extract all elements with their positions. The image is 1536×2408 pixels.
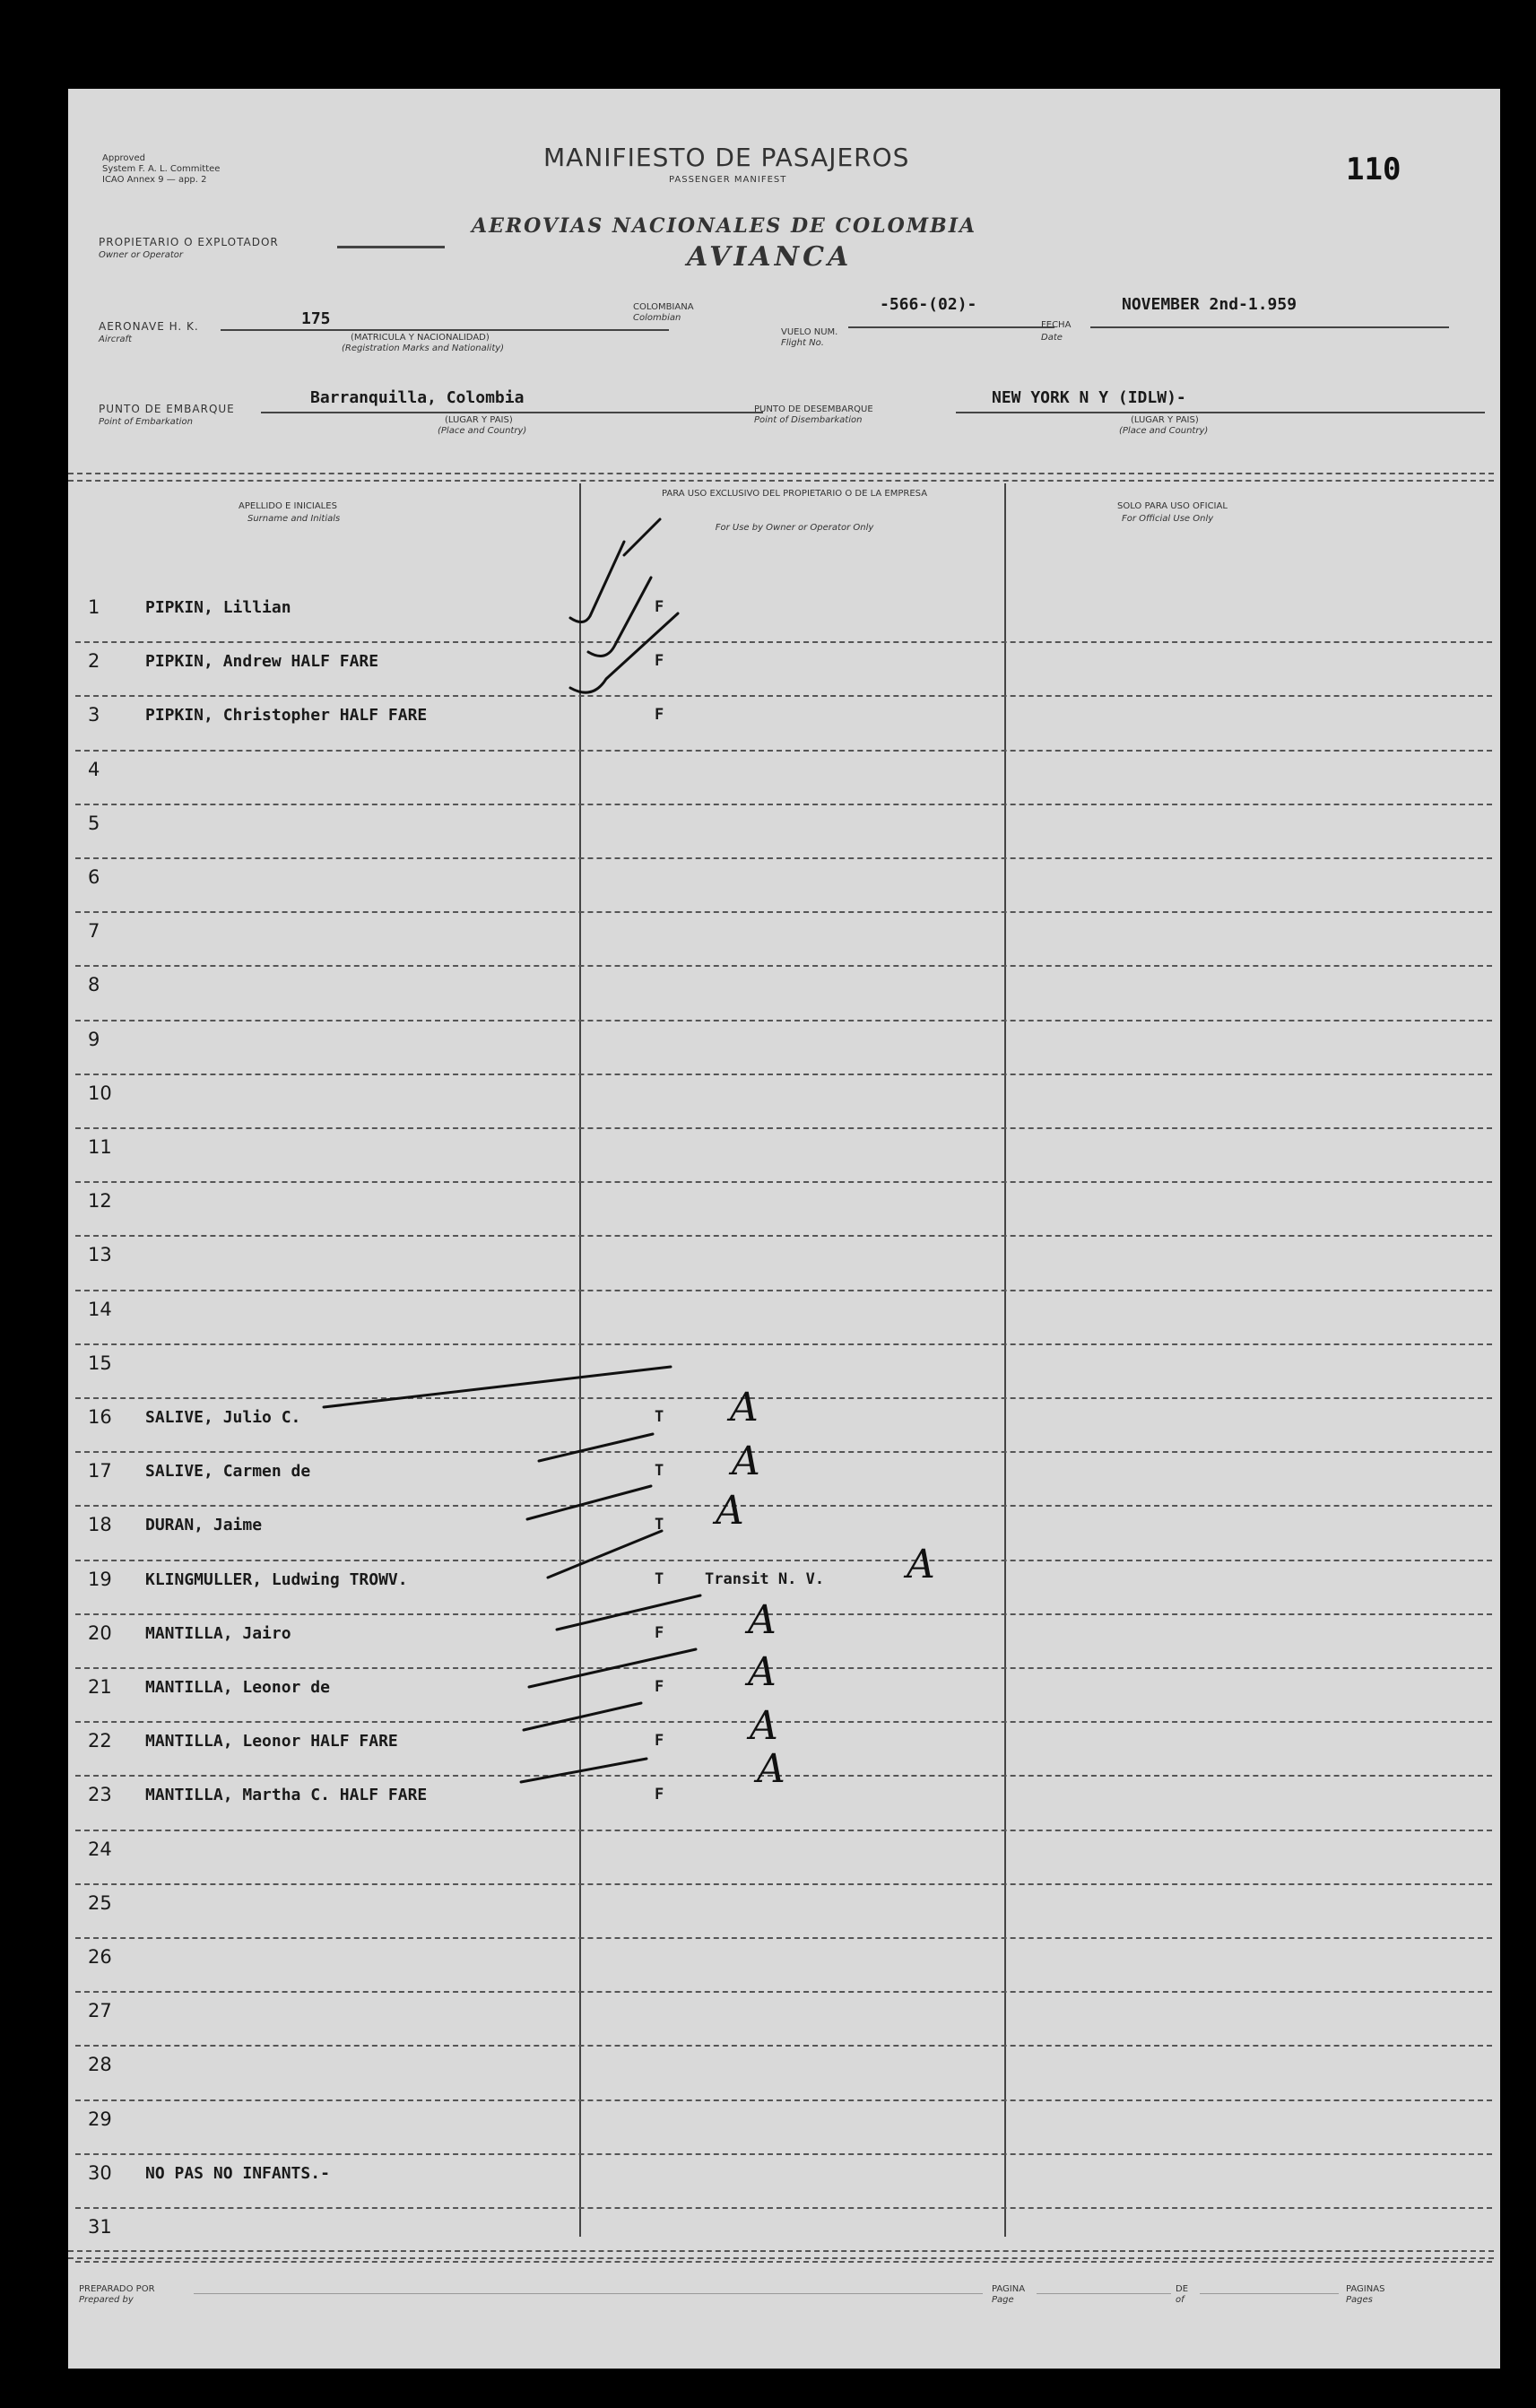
passenger-name: SALIVE, Julio C. (145, 1408, 301, 1427)
prepared-line (194, 2293, 983, 2294)
airline-brand: AVIANCA (687, 241, 853, 273)
passenger-name: MANTILLA, Martha C. HALF FARE (145, 1786, 428, 1805)
row-number: 10 (88, 1082, 112, 1104)
aircraft-label: AERONAVE H. K. (99, 320, 199, 333)
manifest-title: MANIFIESTO DE PASAJEROS (543, 143, 910, 172)
handwritten-a-17: A (732, 1439, 760, 1484)
passenger-name: MANTILLA, Leonor HALF FARE (145, 1732, 398, 1752)
row-number: 6 (88, 866, 100, 888)
fare-code: T (655, 1462, 664, 1481)
passenger-name: PIPKIN, Lillian (145, 598, 291, 617)
row-number: 2 (88, 650, 100, 673)
manifest-sheet (68, 89, 1500, 2369)
flight-label-en: Flight No. (781, 338, 824, 348)
fare-code: F (655, 1678, 664, 1696)
row-number: 25 (88, 1891, 112, 1914)
aircraft-label-en: Aircraft (99, 335, 132, 344)
col-owner-header: PARA USO EXCLUSIVO DEL PROPIETARIO O DE LA EMPRESA (661, 489, 928, 499)
date-value: NOVEMBER 2nd-1.959 (1122, 295, 1297, 314)
row-number: 9 (88, 1028, 100, 1050)
row-number: 1 (88, 596, 100, 618)
disembark-label: PUNTO DE DESEMBARQUE (754, 404, 873, 414)
transit-note: Transit N. V. (705, 1569, 825, 1588)
row-number: 15 (88, 1352, 112, 1374)
page-label: PAGINA (992, 2284, 1026, 2294)
fare-code: F (655, 652, 664, 671)
passenger-name: SALIVE, Carmen de (145, 1462, 311, 1482)
row-number: 27 (88, 2000, 112, 2022)
row-number: 5 (88, 812, 100, 834)
row-number: 8 (88, 974, 100, 996)
nationality-label-en: Colombian (633, 313, 681, 323)
fare-code: T (655, 1516, 664, 1534)
passenger-name: PIPKIN, Christopher HALF FARE (145, 706, 428, 726)
of-label: DE (1176, 2284, 1189, 2294)
row-number: 17 (88, 1460, 112, 1482)
row-number: 24 (88, 1838, 112, 1860)
row-number: 14 (88, 1298, 112, 1320)
aircraft-value: 175 (301, 309, 331, 328)
approved-committee: System F. A. L. Committee (102, 164, 221, 174)
prepared-label: PREPARADO POR (79, 2284, 155, 2294)
fare-code: F (655, 706, 664, 725)
disembark-value: NEW YORK N Y (IDLW)- (992, 388, 1186, 407)
embark-value: Barranquilla, Colombia (310, 388, 525, 407)
row-number: 16 (88, 1406, 112, 1428)
disembark-label-en: Point of Disembarkation (754, 415, 863, 425)
registration-label: (MATRICULA Y NACIONALIDAD) (351, 333, 490, 343)
airline-name: AEROVIAS NACIONALES DE COLOMBIA (472, 214, 977, 238)
fare-code: F (655, 1623, 664, 1642)
handwritten-a-23: A (757, 1746, 785, 1792)
page-number: 110 (1346, 152, 1401, 187)
passenger-name: MANTILLA, Leonor de (145, 1678, 330, 1697)
row-number: 18 (88, 1514, 112, 1536)
prepared-label-en: Prepared by (79, 2295, 134, 2305)
row-number: 4 (88, 758, 100, 780)
fare-code: F (655, 1732, 664, 1751)
owner-label: PROPIETARIO O EXPLOTADOR (99, 236, 279, 248)
row-number: 22 (88, 1730, 112, 1752)
embark-label: PUNTO DE EMBARQUE (99, 403, 235, 415)
handwritten-a-18: A (716, 1488, 744, 1534)
fare-code: F (655, 1786, 664, 1804)
approved-annex: ICAO Annex 9 — app. 2 (102, 175, 207, 185)
page-label-en: Page (992, 2295, 1014, 2305)
footer-top-border-2 (68, 2257, 1494, 2259)
disembark-place-label: (LUGAR Y PAIS) (1131, 415, 1199, 425)
row-number: 7 (88, 920, 100, 943)
embark-label-en: Point of Embarkation (99, 417, 193, 427)
embark-place-label-en: (Place and Country) (438, 426, 527, 436)
passenger-name: PIPKIN, Andrew HALF FARE (145, 652, 379, 672)
col-names-header: APELLIDO E INICIALES (239, 501, 337, 511)
date-label-en: Date (1041, 333, 1063, 343)
manifest-subtitle: PASSENGER MANIFEST (669, 175, 787, 185)
row-number: 29 (88, 2108, 112, 2130)
row-number: 3 (88, 704, 100, 726)
row-number: 23 (88, 1784, 112, 1806)
row-number: 21 (88, 1676, 112, 1698)
row-number: 11 (88, 1136, 112, 1158)
passenger-name: KLINGMULLER, Ludwing TROWV. (145, 1569, 408, 1589)
flight-value: -566-(02)- (880, 295, 977, 314)
disembark-place-label-en: (Place and Country) (1119, 426, 1209, 436)
row-number: 26 (88, 1946, 112, 1968)
row-number: 20 (88, 1621, 112, 1644)
owner-label-en: Owner or Operator (99, 250, 183, 260)
handwritten-marks (68, 89, 1500, 2369)
of-line (1200, 2293, 1339, 2294)
passenger-name: MANTILLA, Jairo (145, 1623, 291, 1643)
of-label-en: of (1176, 2295, 1185, 2305)
row-number: 13 (88, 1244, 112, 1266)
row-number: 31 (88, 2216, 112, 2238)
checkmark-1 (570, 542, 624, 622)
flight-label: VUELO NUM. (781, 327, 838, 337)
handwritten-a-20: A (748, 1597, 777, 1643)
date-label: FECHA (1041, 320, 1072, 330)
registration-label-en: (Registration Marks and Nationality) (342, 343, 505, 353)
handwritten-a-19: A (907, 1542, 935, 1587)
col-official-header-en: For Official Use Only (1122, 514, 1214, 524)
fare-code: T (655, 1569, 664, 1588)
passenger-name: NO PAS NO INFANTS.- (145, 2163, 330, 2183)
embark-place-label: (LUGAR Y PAIS) (445, 415, 513, 425)
approved-label: Approved (102, 153, 145, 163)
nationality-label: COLOMBIANA (633, 302, 694, 312)
pages-label: PAGINAS (1346, 2284, 1385, 2294)
fare-code: F (655, 598, 664, 616)
footer-top-border (68, 2250, 1494, 2252)
handwritten-a-22: A (750, 1703, 778, 1749)
row-number: 28 (88, 2054, 112, 2076)
col-names-header-en: Surname and Initials (247, 514, 341, 524)
passenger-name: DURAN, Jaime (145, 1516, 263, 1535)
page-line (1037, 2293, 1171, 2294)
handwritten-a-21: A (748, 1649, 777, 1695)
fare-code: T (655, 1408, 664, 1426)
col-official-header: SOLO PARA USO OFICIAL (1117, 501, 1228, 511)
col-owner-header-en: For Use by Owner or Operator Only (715, 523, 874, 533)
row-number: 19 (88, 1568, 112, 1590)
row-number: 12 (88, 1190, 112, 1213)
row-number: 30 (88, 2161, 112, 2184)
pages-label-en: Pages (1346, 2295, 1373, 2305)
handwritten-a-16: A (730, 1385, 759, 1430)
